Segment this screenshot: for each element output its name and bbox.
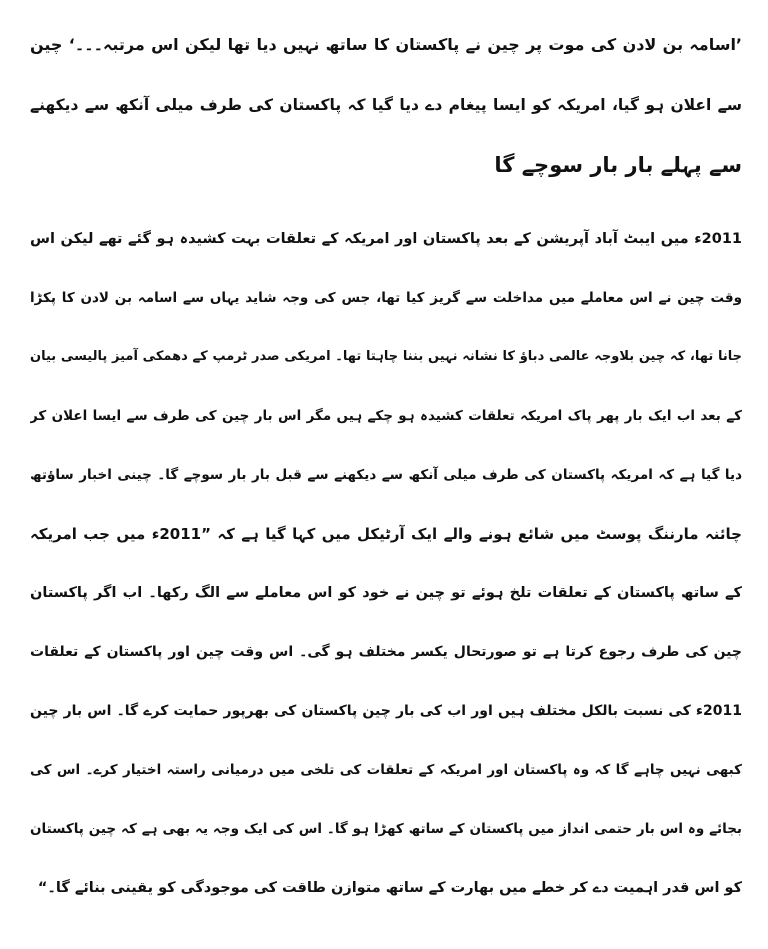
body-line: دیا گیا ہے کہ امریکہ پاکستان کی طرف میلی آنکھ سے دیکھنے سے قبل بار بار سوچے گا۔ چینی اخبار ساؤتھ xyxy=(30,467,742,483)
body-line: جانا تھا، کہ چین بلاوجہ عالمی دباؤ کا نشانہ نہیں بننا چاہتا تھا۔ امریکی صدر ٹرمپ کے دھمکی آمیز پالیسی بیان xyxy=(30,349,742,364)
body-line: 2011ء کی نسبت بالکل مختلف ہیں اور اب کی بار چین پاکستان کی بھرپور حمایت کرے گا۔ اس بار چین xyxy=(30,703,742,719)
body-line: کبھی نہیں چاہے گا کہ وہ پاکستان اور امریکہ کے تعلقات کی تلخی میں درمیانی راستہ اختیار کرے۔ اس کی xyxy=(30,762,742,778)
body-line: کے بعد اب ایک بار پھر پاک امریکہ تعلقات کشیدہ ہو چکے ہیں مگر اس بار چین کی طرف سے ایسا اعلان کر xyxy=(30,408,742,424)
intro-line: ’اسامہ بن لادن کی موت پر چین نے پاکستان کا ساتھ نہیں دیا تھا لیکن اس مرتبہ۔۔۔‘ چین xyxy=(30,35,742,54)
body-line: وقت چین نے اس معاملے میں مداخلت سے گریز کیا تھا، جس کی وجہ شاید یہاں سے اسامہ بن لادن کا پکڑا xyxy=(30,290,742,306)
body-line: کے ساتھ پاکستان کے تعلقات تلخ ہوئے تو چین نے خود کو اس معاملے سے الگ رکھا۔ اب اگر پاکستان xyxy=(30,585,742,601)
body-line: چائنہ مارننگ پوسٹ میں شائع ہونے والے ایک آرٹیکل میں کہا گیا ہے کہ ”2011ء میں جب امریکہ xyxy=(30,525,742,543)
body-line: 2011ء میں ایبٹ آباد آپریشن کے بعد پاکستان اور امریکہ کے تعلقات بہت کشیدہ ہو گئے تھے لیکن اس xyxy=(30,231,742,247)
body-line: چین کی طرف رجوع کرتا ہے تو صورتحال یکسر مختلف ہو گی۔ اس وقت چین اور پاکستان کے تعلقات xyxy=(30,644,742,660)
article-page xyxy=(30,0,742,949)
intro-line: سے پہلے بار بار سوچے گا xyxy=(494,153,742,177)
body-line: کو اس قدر اہمیت دے کر خطے میں بھارت کے ساتھ متوازن طاقت کی موجودگی کو یقینی بنائے گا۔“ xyxy=(37,880,742,896)
body-line: بجائے وہ اس بار حتمی انداز میں پاکستان کے ساتھ کھڑا ہو گا۔ اس کی ایک وجہ یہ بھی ہے کہ چین پاکستان xyxy=(30,821,742,837)
intro-line: سے اعلان ہو گیا، امریکہ کو ایسا پیغام دے دیا گیا کہ پاکستان کی طرف میلی آنکھ سے دیکھنے xyxy=(30,96,742,114)
